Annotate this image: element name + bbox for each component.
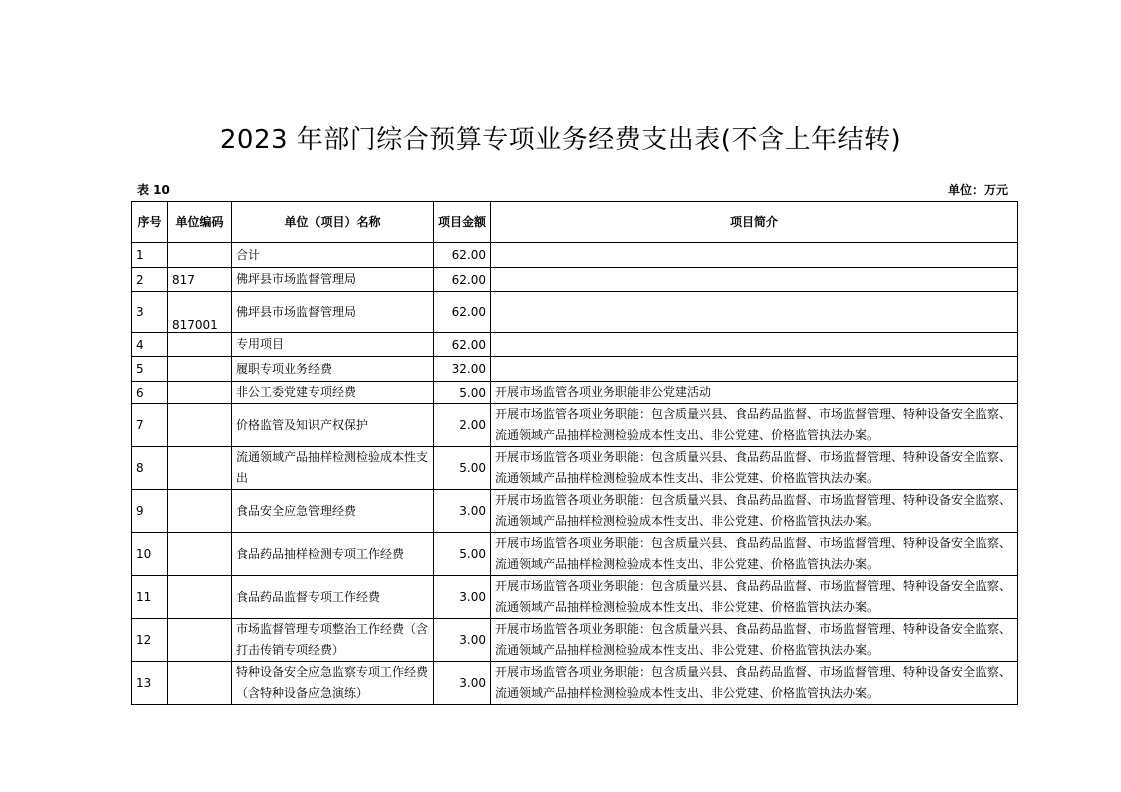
row-amount: 3.00 bbox=[434, 490, 491, 533]
row-name: 佛坪县市场监督管理局 bbox=[232, 292, 434, 333]
header-seq: 序号 bbox=[132, 202, 168, 243]
row-name: 流通领域产品抽样检测检验成本性支出 bbox=[232, 447, 434, 490]
row-code bbox=[168, 404, 232, 447]
row-amount: 5.00 bbox=[434, 533, 491, 576]
table-header-row bbox=[132, 202, 1018, 243]
row-seq: 4 bbox=[132, 333, 168, 357]
table-row bbox=[132, 243, 1018, 268]
row-desc: 开展市场监管各项业务职能：包含质量兴县、食品药品监督、市场监督管理、特种设备安全监察、流通领域产品抽样检测检验成本性支出、非公党建、价格监管执法办案。 bbox=[491, 533, 1018, 576]
table-row bbox=[132, 619, 1018, 662]
table-row bbox=[132, 576, 1018, 619]
budget-table bbox=[131, 201, 1018, 705]
row-desc: 开展市场监管各项业务职能：包含质量兴县、食品药品监督、市场监督管理、特种设备安全监察、流通领域产品抽样检测检验成本性支出、非公党建、价格监管执法办案。 bbox=[491, 662, 1018, 705]
row-name: 市场监督管理专项整治工作经费（含打击传销专项经费） bbox=[232, 619, 434, 662]
row-code bbox=[168, 490, 232, 533]
row-desc bbox=[491, 357, 1018, 382]
row-name: 佛坪县市场监督管理局 bbox=[232, 268, 434, 292]
row-desc: 开展市场监管各项业务职能：包含质量兴县、食品药品监督、市场监督管理、特种设备安全监察、流通领域产品抽样检测检验成本性支出、非公党建、价格监管执法办案。 bbox=[491, 447, 1018, 490]
row-name: 食品药品抽样检测专项工作经费 bbox=[232, 533, 434, 576]
row-code bbox=[168, 447, 232, 490]
row-seq: 10 bbox=[132, 533, 168, 576]
row-amount: 32.00 bbox=[434, 357, 491, 382]
table-row bbox=[132, 333, 1018, 357]
row-code bbox=[168, 662, 232, 705]
table-number: 表 10 bbox=[137, 183, 170, 197]
row-amount: 3.00 bbox=[434, 619, 491, 662]
row-name: 特种设备安全应急监察专项工作经费（含特种设备应急演练） bbox=[232, 662, 434, 705]
table-row bbox=[132, 447, 1018, 490]
row-code bbox=[168, 243, 232, 268]
row-code: 817 bbox=[168, 268, 232, 292]
row-seq: 13 bbox=[132, 662, 168, 705]
row-name: 专用项目 bbox=[232, 333, 434, 357]
row-amount: 62.00 bbox=[434, 268, 491, 292]
row-desc bbox=[491, 268, 1018, 292]
row-desc: 开展市场监管各项业务职能非公党建活动 bbox=[491, 382, 1018, 404]
row-name: 非公工委党建专项经费 bbox=[232, 382, 434, 404]
header-desc: 项目简介 bbox=[491, 202, 1018, 243]
row-desc bbox=[491, 333, 1018, 357]
row-name: 履职专项业务经费 bbox=[232, 357, 434, 382]
table-row bbox=[132, 292, 1018, 333]
row-seq: 2 bbox=[132, 268, 168, 292]
row-seq: 8 bbox=[132, 447, 168, 490]
row-desc bbox=[491, 292, 1018, 333]
row-desc bbox=[491, 243, 1018, 268]
row-code: 817001 bbox=[168, 292, 232, 333]
row-code bbox=[168, 576, 232, 619]
row-desc: 开展市场监管各项业务职能：包含质量兴县、食品药品监督、市场监督管理、特种设备安全监察、流通领域产品抽样检测检验成本性支出、非公党建、价格监管执法办案。 bbox=[491, 576, 1018, 619]
row-desc: 开展市场监管各项业务职能：包含质量兴县、食品药品监督、市场监督管理、特种设备安全监察、流通领域产品抽样检测检验成本性支出、非公党建、价格监管执法办案。 bbox=[491, 490, 1018, 533]
row-seq: 5 bbox=[132, 357, 168, 382]
row-amount: 5.00 bbox=[434, 447, 491, 490]
row-seq: 9 bbox=[132, 490, 168, 533]
row-code bbox=[168, 382, 232, 404]
row-amount: 62.00 bbox=[434, 243, 491, 268]
row-amount: 3.00 bbox=[434, 662, 491, 705]
table-row bbox=[132, 357, 1018, 382]
table-row bbox=[132, 490, 1018, 533]
table-row bbox=[132, 404, 1018, 447]
row-code bbox=[168, 357, 232, 382]
row-amount: 5.00 bbox=[434, 382, 491, 404]
page-title: 2023 年部门综合预算专项业务经费支出表(不含上年结转) bbox=[219, 125, 902, 155]
row-name: 合计 bbox=[232, 243, 434, 268]
header-code: 单位编码 bbox=[168, 202, 232, 243]
row-amount: 62.00 bbox=[434, 333, 491, 357]
table-row bbox=[132, 533, 1018, 576]
row-desc: 开展市场监管各项业务职能：包含质量兴县、食品药品监督、市场监督管理、特种设备安全监察、流通领域产品抽样检测检验成本性支出、非公党建、价格监管执法办案。 bbox=[491, 619, 1018, 662]
row-desc: 开展市场监管各项业务职能：包含质量兴县、食品药品监督、市场监督管理、特种设备安全监察、流通领域产品抽样检测检验成本性支出、非公党建、价格监管执法办案。 bbox=[491, 404, 1018, 447]
header-amount: 项目金额 bbox=[434, 202, 491, 243]
table-row bbox=[132, 662, 1018, 705]
row-name: 食品药品监督专项工作经费 bbox=[232, 576, 434, 619]
row-code bbox=[168, 533, 232, 576]
row-seq: 7 bbox=[132, 404, 168, 447]
row-amount: 2.00 bbox=[434, 404, 491, 447]
row-code bbox=[168, 619, 232, 662]
row-seq: 1 bbox=[132, 243, 168, 268]
unit-label: 单位：万元 bbox=[947, 183, 1008, 197]
header-name: 单位（项目）名称 bbox=[232, 202, 434, 243]
row-seq: 6 bbox=[132, 382, 168, 404]
row-amount: 62.00 bbox=[434, 292, 491, 333]
row-amount: 3.00 bbox=[434, 576, 491, 619]
row-name: 价格监管及知识产权保护 bbox=[232, 404, 434, 447]
row-seq: 3 bbox=[132, 292, 168, 333]
row-seq: 12 bbox=[132, 619, 168, 662]
row-seq: 11 bbox=[132, 576, 168, 619]
table-row bbox=[132, 268, 1018, 292]
row-name: 食品安全应急管理经费 bbox=[232, 490, 434, 533]
row-code bbox=[168, 333, 232, 357]
table-row bbox=[132, 382, 1018, 404]
